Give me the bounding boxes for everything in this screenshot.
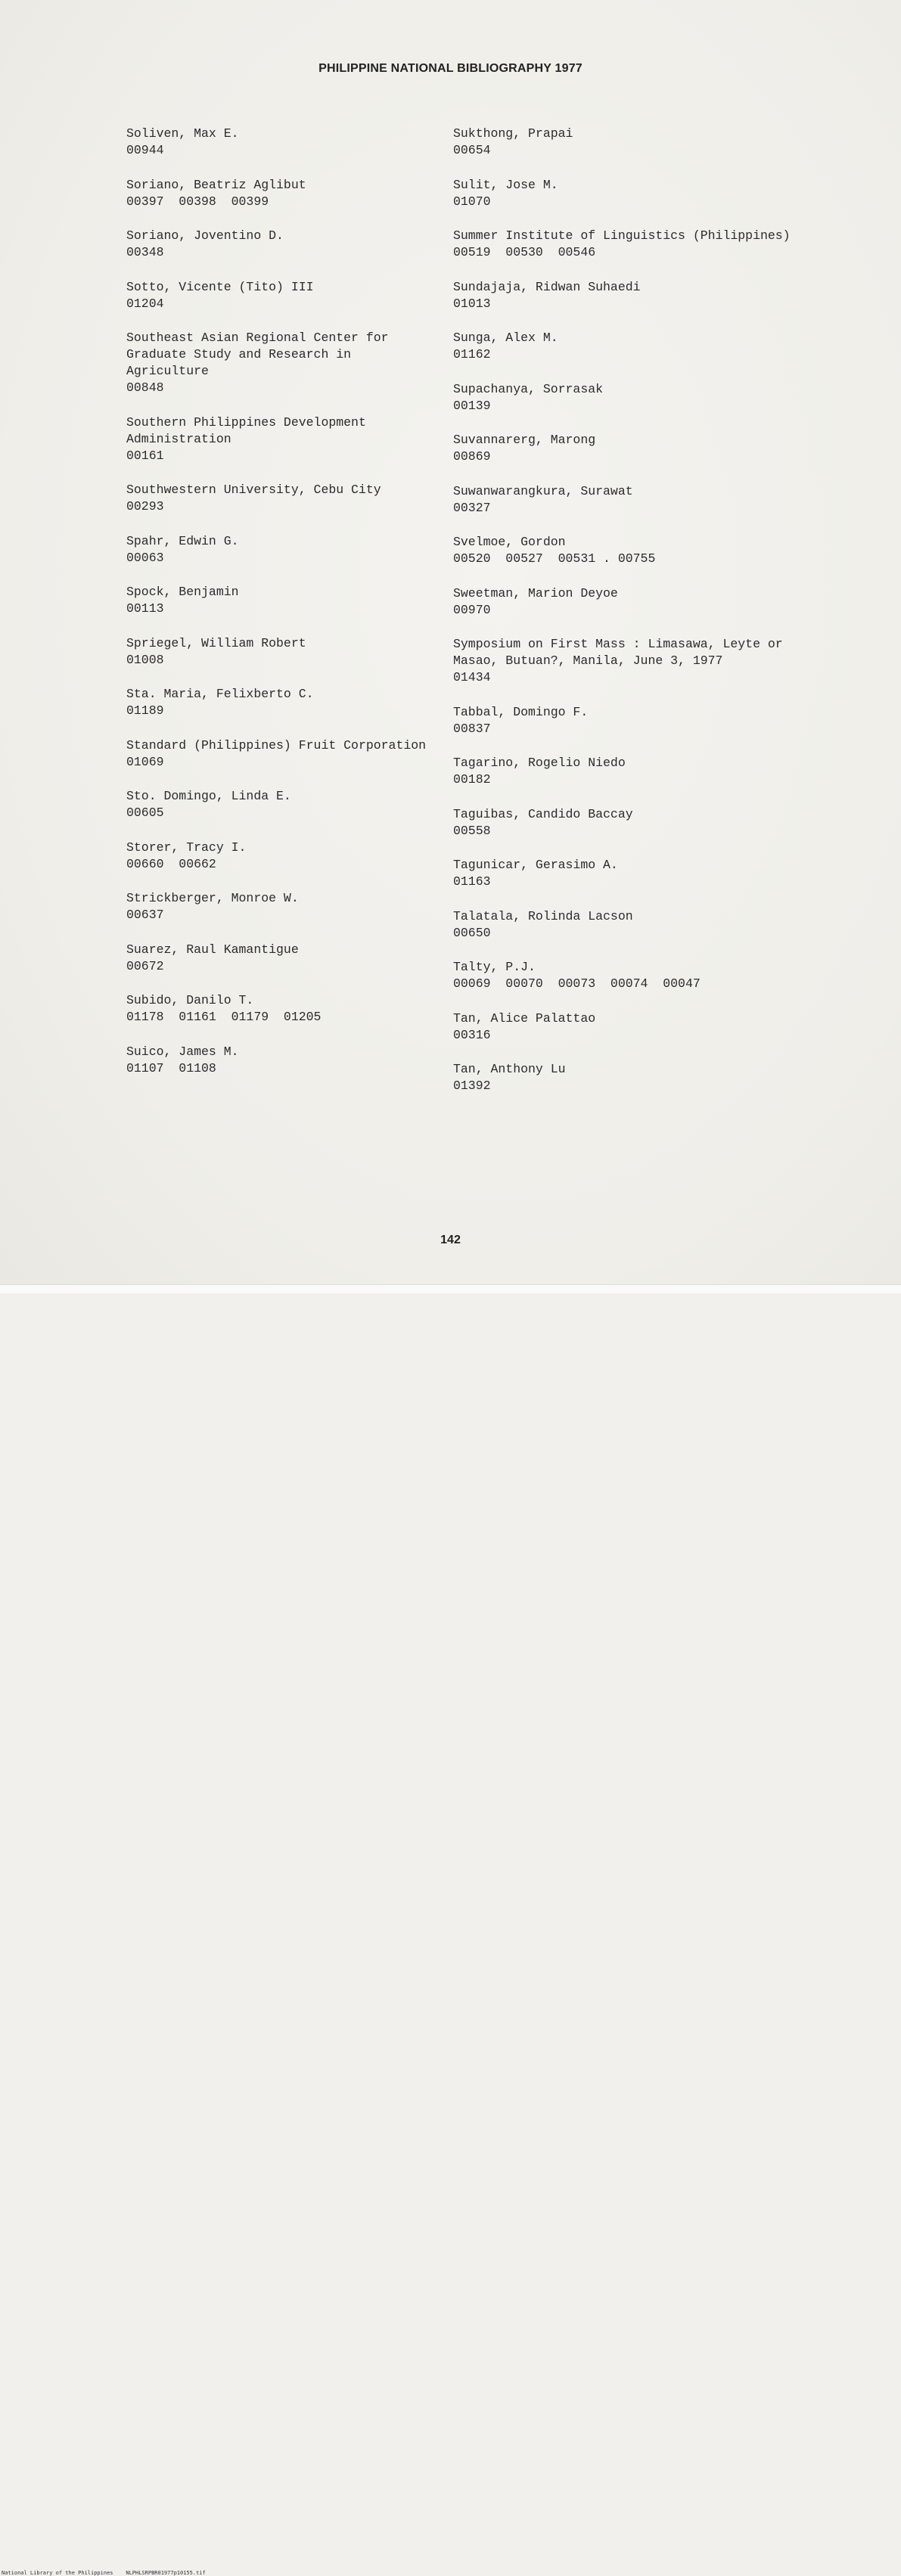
entry-numbers: 00519 00530 00546 [453, 245, 596, 259]
index-entry [126, 414, 437, 464]
entry-name: Sta. Maria, Felixberto C. [126, 687, 314, 701]
entry-numbers: 00327 [453, 500, 491, 515]
entry-numbers: 00660 00662 [126, 856, 216, 871]
entry-numbers: 01204 [126, 296, 164, 311]
entry-name: Taguibas, Candido Baccay [453, 806, 633, 821]
entry-name: Tabbal, Domingo F. [453, 704, 589, 719]
entry-name: Sukthong, Prapai [453, 126, 573, 141]
entry-name: Tan, Alice Palattao [453, 1010, 596, 1026]
index-entry [453, 432, 809, 465]
entry-numbers: 00113 [126, 601, 164, 616]
right-column [453, 126, 809, 1113]
entry-numbers: 01392 [453, 1079, 491, 1093]
index-entry [126, 177, 437, 210]
index-entry [126, 584, 437, 617]
entry-name: Suwanwarangkura, Surawat [453, 483, 633, 498]
entry-name: Talatala, Rolinda Lacson [453, 908, 633, 923]
entry-name: Sto. Domingo, Linda E. [126, 789, 291, 803]
entry-name: Tan, Anthony Lu [453, 1062, 566, 1076]
index-entry [453, 483, 809, 517]
entry-name: Suvannarerg, Marong [453, 433, 596, 447]
entry-numbers: 00672 [126, 958, 164, 973]
index-entry [453, 126, 809, 159]
index-entry [126, 533, 437, 566]
entry-name: Talty, P.J. [453, 960, 536, 974]
entry-name: Soriano, Beatriz Aglibut [126, 177, 306, 192]
scan-caption: National Library of the Philippines NLPHLSRPBR01977p10155.tif [2, 2570, 206, 2576]
entry-numbers: 00558 [453, 823, 491, 838]
page-number: 142 [440, 1234, 461, 1246]
entry-numbers: 01178 01161 01179 01205 [126, 1010, 322, 1024]
index-entry [453, 534, 809, 567]
index-entry [126, 635, 437, 669]
index-entry [453, 279, 809, 312]
left-column [126, 126, 437, 1094]
entry-name: Strickberger, Monroe W. [126, 891, 299, 905]
entry-name: Symposium on First Mass : Limasawa, Leyte or Masao, Butuan?, Manila, June 3, 1977 [453, 637, 791, 668]
entry-name: Tagarino, Rogelio Niedo [453, 756, 626, 770]
entry-numbers: 00348 [126, 245, 164, 259]
entry-numbers: 01163 [453, 874, 491, 889]
index-entry [453, 381, 809, 414]
index-entry [453, 636, 809, 686]
index-entry [453, 177, 809, 210]
index-entry [126, 992, 437, 1026]
index-entry [453, 959, 809, 992]
index-entry [453, 857, 809, 890]
entry-numbers: 00837 [453, 721, 491, 736]
entry-numbers: 00654 [453, 143, 491, 157]
entry-numbers: 00869 [453, 449, 491, 464]
entry-name: Spahr, Edwin G. [126, 533, 239, 548]
entry-name: Sunga, Alex M. [453, 331, 558, 345]
entry-numbers: 01189 [126, 703, 164, 718]
entry-name: Storer, Tracy I. [126, 840, 247, 855]
entry-numbers: 00397 00398 00399 [126, 194, 269, 209]
entry-numbers: 00650 [453, 925, 491, 940]
entry-name: Soriano, Joventino D. [126, 228, 284, 243]
entry-name: Sweetman, Marion Deyoe [453, 585, 618, 601]
entry-name: Subido, Danilo T. [126, 993, 254, 1007]
scan-caption-strip [0, 1284, 901, 2576]
entry-numbers: 01013 [453, 296, 491, 311]
entry-name: Southern Philippines Development Administration [126, 414, 374, 446]
index-entry [126, 279, 437, 312]
index-entry [126, 228, 437, 261]
entry-numbers: 00520 00527 00531 . 00755 [453, 551, 656, 566]
entry-numbers: 00182 [453, 772, 491, 787]
index-entry [453, 755, 809, 788]
index-entry [453, 1010, 809, 1044]
index-entry [126, 737, 437, 771]
entry-name: Soliven, Max E. [126, 126, 239, 141]
entry-numbers: 01107 01108 [126, 1060, 216, 1075]
entry-numbers: 00161 [126, 448, 164, 463]
index-entry [453, 908, 809, 942]
entry-numbers: 01434 [453, 670, 491, 684]
index-entry [126, 482, 437, 515]
index-entry [453, 330, 809, 363]
entry-name: Svelmoe, Gordon [453, 535, 566, 549]
entry-numbers: 01070 [453, 194, 491, 209]
entry-numbers: 00970 [453, 602, 491, 617]
index-entry [453, 585, 809, 619]
entry-name: Supachanya, Sorrasak [453, 381, 604, 396]
entry-name: Summer Institute of Linguistics (Philippines) [453, 228, 791, 243]
entry-numbers: 00069 00070 00073 00074 00047 [453, 976, 701, 991]
entry-name: Standard (Philippines) Fruit Corporation [126, 737, 427, 753]
index-entry [453, 228, 809, 261]
entry-name: Southwestern University, Cebu City [126, 483, 381, 497]
entry-name: Suico, James M. [126, 1044, 239, 1059]
entry-name: Suarez, Raul Kamantigue [126, 942, 299, 957]
entry-name: Tagunicar, Gerasimo A. [453, 858, 618, 872]
entry-name: Spriegel, William Robert [126, 635, 306, 650]
entry-numbers: 01069 [126, 754, 164, 769]
index-entry [126, 788, 437, 821]
index-entry [453, 1061, 809, 1094]
index-entry [126, 1044, 437, 1077]
entry-numbers: 01162 [453, 347, 491, 362]
entry-numbers: 00637 [126, 908, 164, 922]
entry-numbers: 00139 [453, 398, 491, 413]
index-entry [126, 840, 437, 873]
entry-numbers: 00848 [126, 380, 164, 395]
index-entry [126, 942, 437, 975]
index-entry [126, 126, 437, 159]
entry-numbers: 00063 [126, 550, 164, 565]
entry-numbers: 01008 [126, 652, 164, 667]
entry-name: Sundajaja, Ridwan Suhaedi [453, 279, 641, 294]
entry-name: Southeast Asian Regional Center for Graduate Study and Research in Agriculture [126, 331, 396, 378]
index-entry [453, 704, 809, 737]
entry-numbers: 00944 [126, 143, 164, 157]
index-entry [126, 890, 437, 923]
index-entry [126, 330, 437, 396]
index-entry [453, 806, 809, 840]
entry-numbers: 00293 [126, 499, 164, 514]
entry-name: Sotto, Vicente (Tito) III [126, 279, 314, 294]
entry-name: Spock, Benjamin [126, 585, 239, 599]
index-entry [126, 686, 437, 719]
entry-numbers: 00316 [453, 1027, 491, 1042]
entry-name: Sulit, Jose M. [453, 177, 558, 192]
entry-numbers: 00605 [126, 805, 164, 820]
page-title: PHILIPPINE NATIONAL BIBLIOGRAPHY 1977 [318, 62, 583, 75]
